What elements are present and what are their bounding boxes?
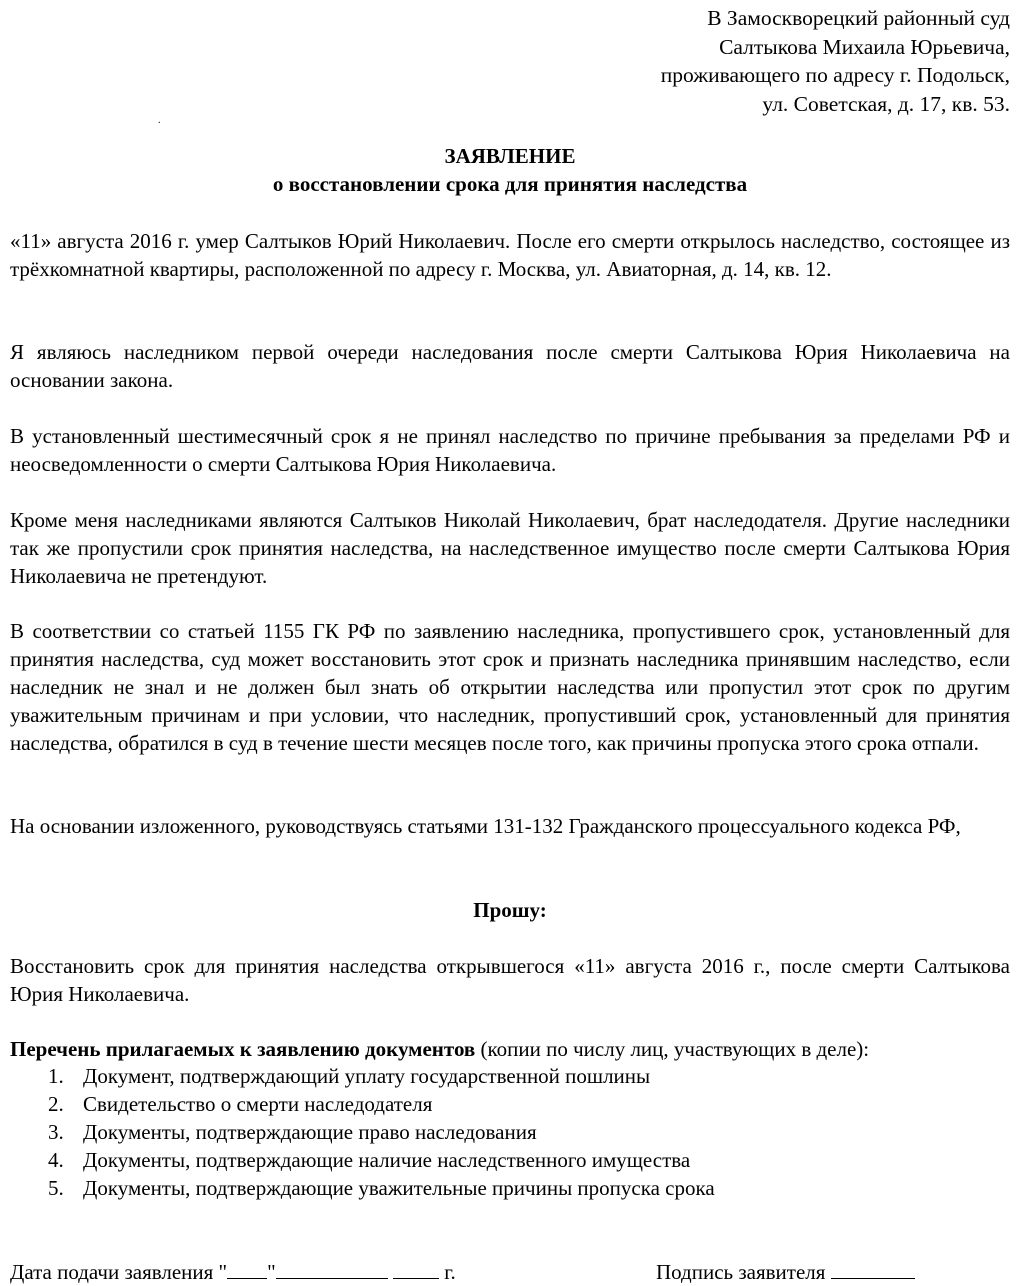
signature-footer (10, 1256, 1010, 1286)
date-year-blank[interactable] (393, 1256, 439, 1279)
court-name: В Замоскворецкий районный суд (707, 6, 1010, 30)
signature-block (656, 1256, 915, 1286)
applicant-address-line2: ул. Советская, д. 17, кв. 53. (762, 91, 1010, 116)
paragraph-other-heirs: Кроме меня наследниками являются Салтыков Николай Николаевич, брат наследодателя. Другие наследники так же пропустили срок принятия наследства, на наследственное имущество после смерти Салтыкова Юрия Николаевича не претендуют. (10, 508, 1010, 588)
list-item-text: Документы, подтверждающие уважительные причины пропуска срока (83, 1176, 715, 1200)
list-item-text: Свидетельство о смерти наследодателя (83, 1092, 433, 1116)
applicant-address-line1: проживающего по адресу г. Подольск, (660, 63, 1010, 87)
stray-dot: . (158, 115, 161, 126)
paragraph-grounds: На основании изложенного, руководствуясь статьями 131-132 Гражданского процессуального кодекса РФ, (10, 814, 961, 838)
list-item-number: 3. (48, 1120, 64, 1144)
list-item-number: 4. (48, 1148, 64, 1172)
title-subtitle: о восстановлении срока для принятия наследства (272, 172, 748, 196)
list-item (48, 1146, 715, 1174)
paragraph-death: «11» августа 2016 г. умер Салтыков Юрий Николаевич. После его смерти открылось наследство, состоящее из трёхкомнатной квартиры, расположенной по адресу г. Москва, ул. Авиаторная, д. 14, кв. 12. (10, 229, 1010, 281)
document-title (10, 142, 1010, 198)
attachments-heading (10, 1035, 1010, 1063)
list-item-number: 2. (48, 1092, 64, 1116)
list-item (48, 1174, 715, 1202)
date-quote-close: " (267, 1260, 276, 1284)
attachments-heading-bold: Перечень прилагаемых к заявлению документов (10, 1037, 476, 1061)
list-item (48, 1062, 715, 1090)
list-item-number: 5. (48, 1176, 64, 1200)
paragraph-heir-status: Я являюсь наследником первой очереди наследования после смерти Салтыкова Юрия Николаевича на основании закона. (10, 340, 1010, 392)
signature-blank[interactable] (831, 1256, 915, 1279)
date-day-blank[interactable] (227, 1256, 267, 1279)
filing-date-label: Дата подачи заявления " (10, 1260, 228, 1284)
list-item-text: Документы, подтверждающие право наследования (83, 1120, 537, 1144)
list-item-text: Документ, подтверждающий уплату государственной пошлины (83, 1064, 651, 1088)
signature-label: Подпись заявителя (656, 1260, 826, 1284)
date-month-blank[interactable] (276, 1256, 388, 1279)
paragraph-legal-basis: В соответствии со статьей 1155 ГК РФ по заявлению наследника, пропустившего срок, установленный для принятия наследства, суд может восстановить этот срок и признать наследника принявшим наследство, если наследник не знал и не должен был знать об открытии наследства или пропустил этот срок по другим уважительным причинам и при условии, что наследник, пропустивший срок, установленный для принятия наследства, обратился в суд в течение шести месяцев после того, как причины пропуска этого срока отпали. (10, 619, 1010, 755)
list-item-number: 1. (48, 1064, 64, 1088)
applicant-name: Салтыкова Михаила Юрьевича, (719, 34, 1010, 59)
request-heading: Прошу: (473, 898, 547, 922)
attachments-list (48, 1062, 715, 1202)
list-item-text: Документы, подтверждающие наличие наследственного имущества (83, 1148, 691, 1172)
year-suffix: г. (444, 1260, 456, 1284)
list-item (48, 1118, 715, 1146)
addressee-block (661, 4, 1010, 118)
request-text: Восстановить срок для принятия наследства открывшегося «11» августа 2016 г., после смерти Салтыкова Юрия Николаевича. (10, 954, 1010, 1006)
attachments-heading-note: (копии по числу лиц, участвующих в деле): (475, 1037, 870, 1061)
list-item (48, 1090, 715, 1118)
title-main: ЗАЯВЛЕНИЕ (444, 144, 576, 168)
paragraph-missed-deadline: В установленный шестимесячный срок я не принял наследство по причине пребывания за пределами РФ и неосведомленности о смерти Салтыкова Юрия Николаевича. (10, 424, 1010, 476)
